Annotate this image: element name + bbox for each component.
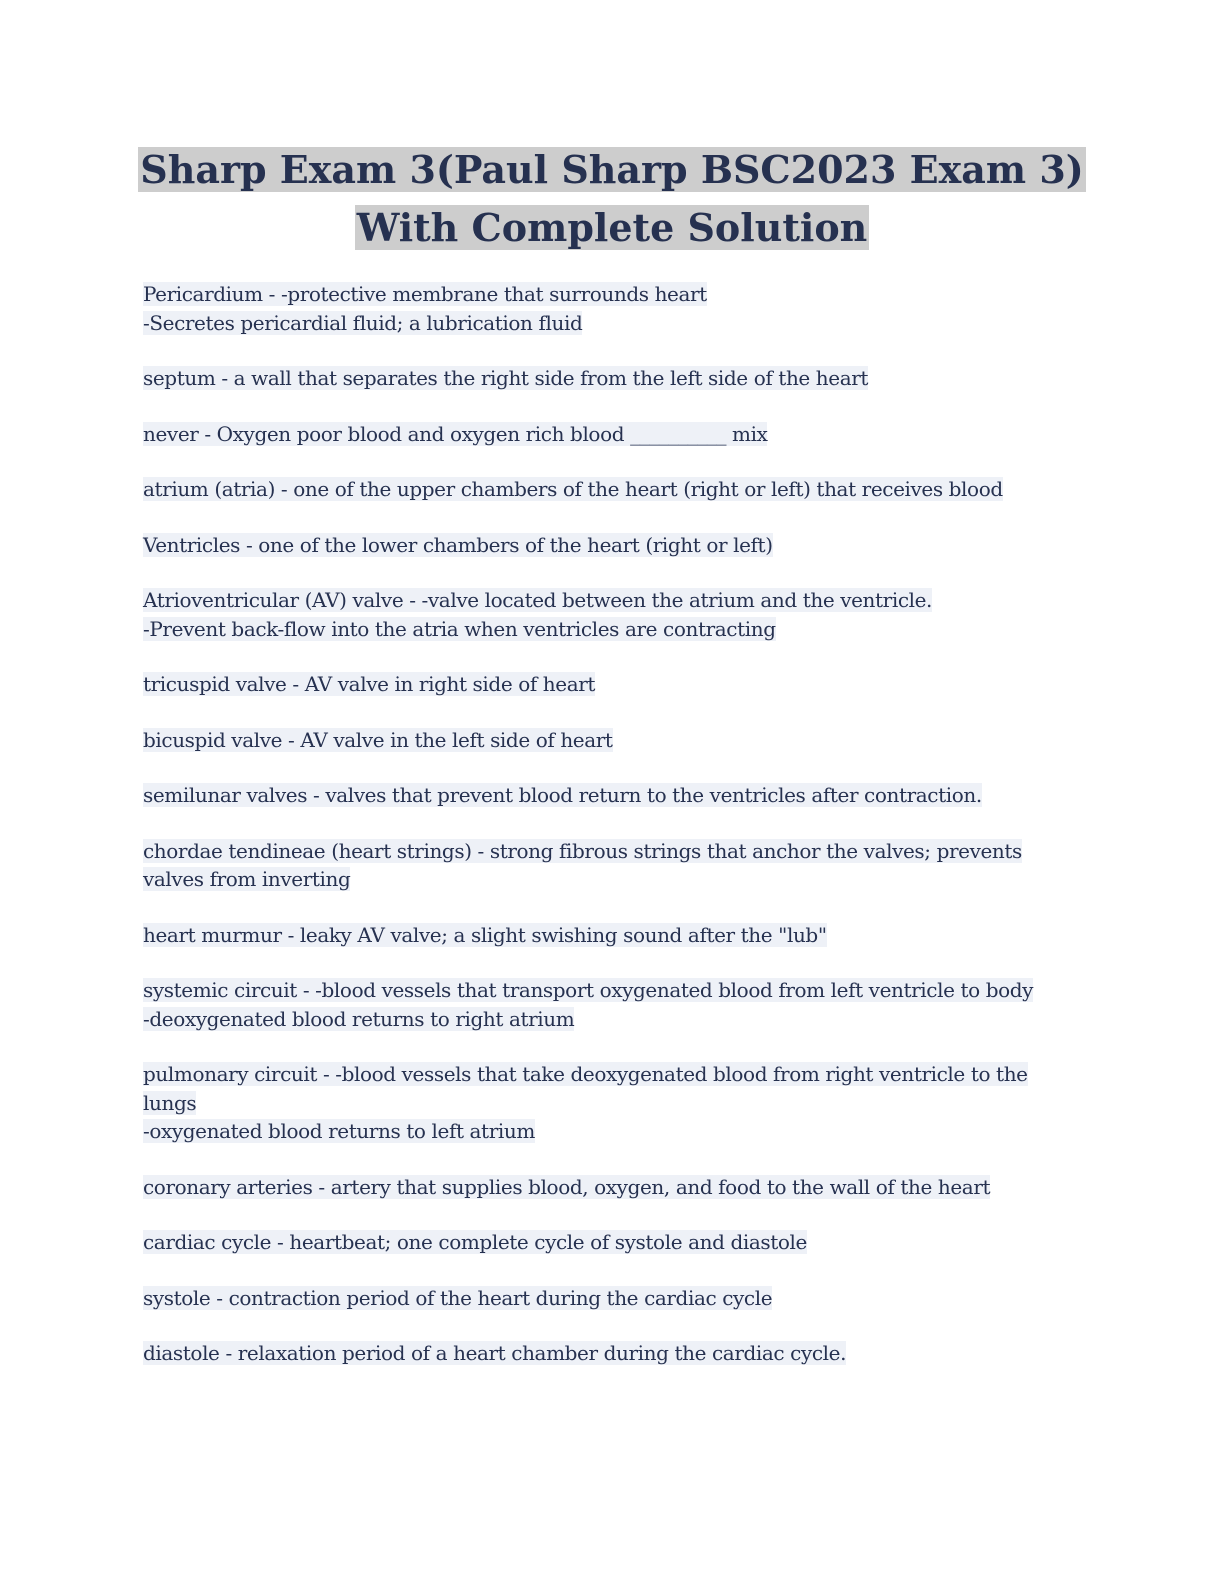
definition-line: [143, 280, 1093, 309]
definition-entry: [143, 420, 1093, 449]
definition-entry: [143, 586, 1093, 643]
title-line-2: With Complete Solution: [356, 205, 868, 250]
definition-entry: [143, 921, 1093, 950]
definition-entry: [143, 837, 1093, 894]
definition-line: [143, 420, 1093, 449]
definition-text: valves from inverting: [143, 867, 351, 891]
definition-line: [143, 726, 1093, 755]
definition-text: -oxygenated blood returns to left atrium: [143, 1119, 535, 1143]
definition-text: semilunar valves - valves that prevent blood return to the ventricles after contraction.: [143, 783, 982, 807]
definition-line: [143, 615, 1093, 644]
title-line-1: Sharp Exam 3(Paul Sharp BSC2023 Exam 3): [140, 147, 1084, 192]
definition-line: [143, 670, 1093, 699]
definition-line: [143, 1005, 1093, 1034]
definition-text: septum - a wall that separates the right side from the left side of the heart: [143, 366, 869, 390]
definition-text: bicuspid valve - AV valve in the left side of heart: [143, 727, 613, 752]
definition-text: systemic circuit - -blood vessels that transport oxygenated blood from left ventricle to body: [143, 978, 1034, 1002]
definition-text: systole - contraction period of the heart during the cardiac cycle: [143, 1285, 773, 1310]
definition-entry: [143, 976, 1093, 1033]
definition-line: [143, 531, 1093, 560]
definition-entry: [143, 475, 1093, 504]
definition-entry: [143, 670, 1093, 699]
definition-entry: [143, 1228, 1093, 1257]
definition-text: Pericardium - -protective membrane that surrounds heart: [143, 282, 707, 306]
definition-line: [143, 1284, 1093, 1313]
definition-line: [143, 865, 1093, 894]
document-title: [0, 141, 1224, 257]
definition-line: [143, 1173, 1093, 1202]
definition-text: -deoxygenated blood returns to right atrium: [143, 1006, 575, 1031]
definition-entry: [143, 1060, 1093, 1146]
definition-entry: [143, 726, 1093, 755]
definition-entry: [143, 531, 1093, 560]
definition-text: -Prevent back-flow into the atria when ventricles are contracting: [143, 616, 776, 641]
definition-line: [143, 976, 1093, 1005]
definition-entry: [143, 1339, 1093, 1368]
definition-entry: [143, 364, 1093, 393]
definition-entry: [143, 781, 1093, 810]
definition-line: [143, 837, 1093, 866]
definition-line: [143, 586, 1093, 615]
definition-line: [143, 781, 1093, 810]
definition-line: [143, 364, 1093, 393]
definition-line: [143, 475, 1093, 504]
definition-text: diastole - relaxation period of a heart chamber during the cardiac cycle.: [143, 1341, 847, 1365]
definition-text: cardiac cycle - heartbeat; one complete cycle of systole and diastole: [143, 1230, 807, 1254]
definition-line: [143, 309, 1093, 338]
definition-line: [143, 1089, 1093, 1118]
definition-entry: [143, 1173, 1093, 1202]
definition-text: pulmonary circuit - -blood vessels that take deoxygenated blood from right ventricle to the: [143, 1062, 1028, 1086]
definition-text: atrium (atria) - one of the upper chambers of the heart (right or left) that receives blood: [143, 477, 1003, 501]
definition-text: never - Oxygen poor blood and oxygen rich blood __________ mix: [143, 421, 768, 446]
definition-line: [143, 1060, 1093, 1089]
definition-line: [143, 921, 1093, 950]
definition-entry: [143, 280, 1093, 337]
definition-text: lungs: [143, 1090, 197, 1115]
definition-text: heart murmur - leaky AV valve; a slight swishing sound after the "lub": [143, 922, 827, 947]
definition-text: Atrioventricular (AV) valve - -valve located between the atrium and the ventricle.: [143, 588, 933, 612]
definition-entry: [143, 1284, 1093, 1313]
definition-list: [143, 280, 1093, 1395]
definition-text: -Secretes pericardial fluid; a lubrication fluid: [143, 310, 583, 335]
definition-text: Ventricles - one of the lower chambers of the heart (right or left): [143, 532, 773, 557]
definition-line: [143, 1117, 1093, 1146]
definition-text: coronary arteries - artery that supplies blood, oxygen, and food to the wall of the heart: [143, 1174, 991, 1199]
definition-line: [143, 1228, 1093, 1257]
definition-text: chordae tendineae (heart strings) - strong fibrous strings that anchor the valves; prevents: [143, 838, 1022, 863]
definition-line: [143, 1339, 1093, 1368]
definition-text: tricuspid valve - AV valve in right side of heart: [143, 672, 596, 696]
